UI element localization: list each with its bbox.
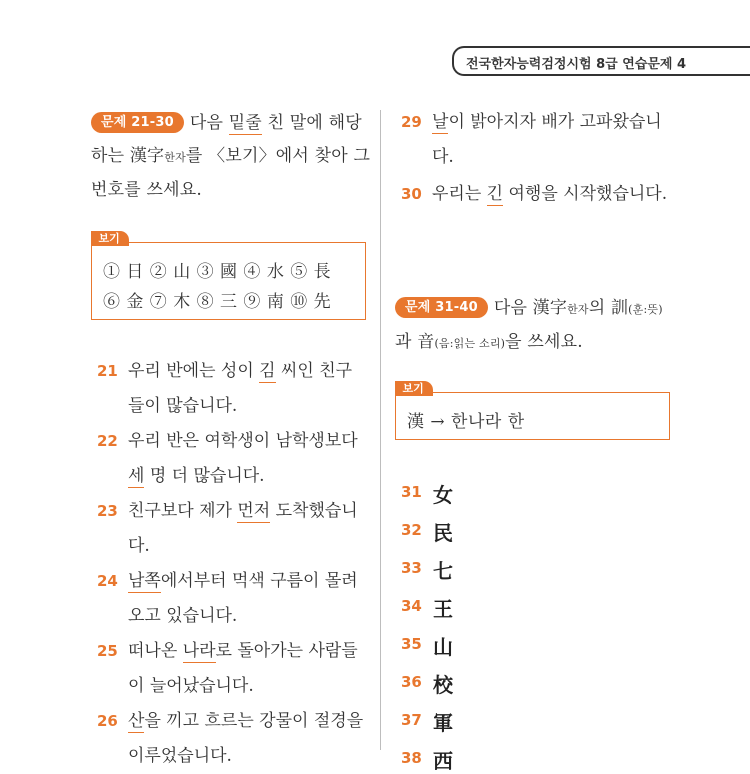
underlined-word: 밑줄	[228, 113, 262, 133]
example-line: 漢 → 한나라 한	[407, 412, 525, 432]
question-number: 30	[401, 185, 422, 203]
text-line	[432, 177, 667, 212]
question-text	[432, 105, 662, 175]
text-segment: 여행을 시작했습니다.	[503, 184, 668, 204]
kanji-character: 王	[433, 597, 453, 621]
question-text	[128, 494, 358, 564]
question-text	[128, 564, 358, 634]
kanji-question-number: 35	[401, 635, 422, 653]
kanji-question-number: 34	[401, 597, 422, 615]
text-segment: 의 訓	[588, 298, 629, 318]
underlined-word: 날	[432, 112, 449, 132]
example-line: ① 日 ② 山 ③ 國 ④ 水 ⑤ 長	[103, 262, 332, 282]
text-line	[91, 107, 376, 140]
text-segment: 을 끼고 흐르는 강물이 절경을	[144, 711, 364, 731]
text-line	[128, 459, 358, 494]
question-range-tag: 문제 21-30	[91, 112, 184, 133]
text-segment: 떠나온	[128, 641, 183, 661]
page-header	[452, 46, 750, 76]
text-segment: 다.	[128, 536, 150, 556]
underlined-word: 산	[128, 711, 145, 731]
text-segment: 오고 있습니다.	[128, 606, 238, 626]
text-segment: 친구보다 제가	[128, 501, 238, 521]
kanji-question-number: 38	[401, 749, 422, 767]
question-text	[128, 634, 358, 704]
text-segment: 번호를 쓰세요.	[91, 180, 202, 200]
small-annotation: (음:읽는 소리)	[434, 337, 506, 350]
kanji-character: 西	[433, 749, 453, 773]
kanji-question-number: 37	[401, 711, 422, 729]
text-line	[395, 326, 695, 360]
text-segment: 이 밝아지자 배가 고파왔습니	[448, 112, 662, 132]
question-text	[128, 424, 358, 494]
question-number: 23	[97, 502, 118, 520]
text-segment: 을 쓰세요.	[505, 332, 583, 352]
kanji-question-number: 33	[401, 559, 422, 577]
question-range-tag: 문제 31-40	[395, 297, 488, 318]
kanji-character: 民	[433, 521, 453, 545]
section-31-40-instructions	[395, 292, 695, 360]
kanji-question-number: 31	[401, 483, 422, 501]
text-line	[91, 140, 376, 174]
kanji-character: 七	[433, 559, 453, 583]
underlined-word: 세	[128, 466, 145, 486]
small-annotation: 한자	[567, 303, 589, 316]
text-segment: 하는 漢字	[91, 146, 165, 166]
underlined-word: 김	[259, 361, 276, 381]
text-line	[128, 424, 358, 459]
text-line	[128, 634, 358, 669]
kanji-question-number: 36	[401, 673, 422, 691]
text-segment: 도착했습니	[270, 501, 358, 521]
text-segment: 다음 漢字	[493, 298, 568, 318]
text-segment: 명 더 많습니다.	[144, 466, 265, 486]
underlined-word: 남쪽	[128, 571, 161, 591]
text-line	[128, 704, 363, 739]
question-number: 29	[401, 113, 422, 131]
text-line	[128, 389, 352, 424]
example-box-label: 보기	[91, 231, 129, 246]
underlined-word: 긴	[486, 184, 504, 204]
question-number: 22	[97, 432, 118, 450]
small-annotation: (훈:뜻)	[628, 303, 663, 316]
text-line	[432, 105, 662, 140]
text-segment: 로 돌아가는 사람들	[215, 641, 358, 661]
text-segment: 친 말에 해당	[261, 113, 362, 133]
text-segment: 이루었습니다.	[128, 746, 232, 766]
question-number: 21	[97, 362, 118, 380]
text-line	[91, 174, 376, 207]
text-segment: 우리 반에는 성이	[128, 361, 260, 381]
text-segment: 씨인 친구	[275, 361, 353, 381]
kanji-character: 女	[433, 483, 453, 507]
text-line	[128, 529, 358, 564]
question-number: 26	[97, 712, 118, 730]
example-box-31-40	[395, 382, 670, 440]
text-segment: 우리 반은 여학생이 남학생보다	[128, 431, 358, 451]
section-21-30-instructions	[91, 107, 376, 207]
text-segment: 에서부터 먹색 구름이 몰려	[160, 571, 358, 591]
question-text	[432, 177, 667, 212]
kanji-character: 校	[433, 673, 453, 697]
example-line: ⑥ 金 ⑦ 木 ⑧ 三 ⑨ 南 ⑩ 先	[103, 292, 332, 312]
text-line	[128, 739, 363, 774]
underlined-word: 먼저	[237, 501, 271, 521]
text-line	[128, 354, 352, 389]
text-line	[128, 599, 358, 634]
text-segment: 를 〈보기〉에서 찾아 그	[185, 146, 371, 166]
text-segment: 다.	[432, 147, 454, 167]
question-text	[128, 354, 352, 424]
example-box-21-30	[91, 232, 366, 320]
small-annotation: 한자	[164, 151, 186, 164]
question-text	[128, 704, 363, 774]
text-segment: 들이 많습니다.	[128, 396, 238, 416]
text-segment: 과 音	[395, 332, 435, 352]
text-segment: 이 늘어났습니다.	[128, 676, 254, 696]
text-line	[395, 292, 695, 326]
header-title: 전국한자능력검정시험 8급 연습문제 4	[466, 57, 687, 72]
example-box-label: 보기	[395, 381, 433, 396]
underlined-word: 나라	[182, 641, 216, 661]
text-segment: 다음	[189, 113, 229, 133]
column-divider	[380, 110, 381, 750]
kanji-character: 軍	[433, 711, 453, 735]
text-segment: 우리는	[432, 184, 487, 204]
text-line	[128, 564, 358, 599]
text-line	[128, 669, 358, 704]
question-number: 25	[97, 642, 118, 660]
kanji-question-number: 32	[401, 521, 422, 539]
kanji-character: 山	[433, 635, 453, 659]
question-number: 24	[97, 572, 118, 590]
text-line	[128, 494, 358, 529]
text-line	[432, 140, 662, 175]
